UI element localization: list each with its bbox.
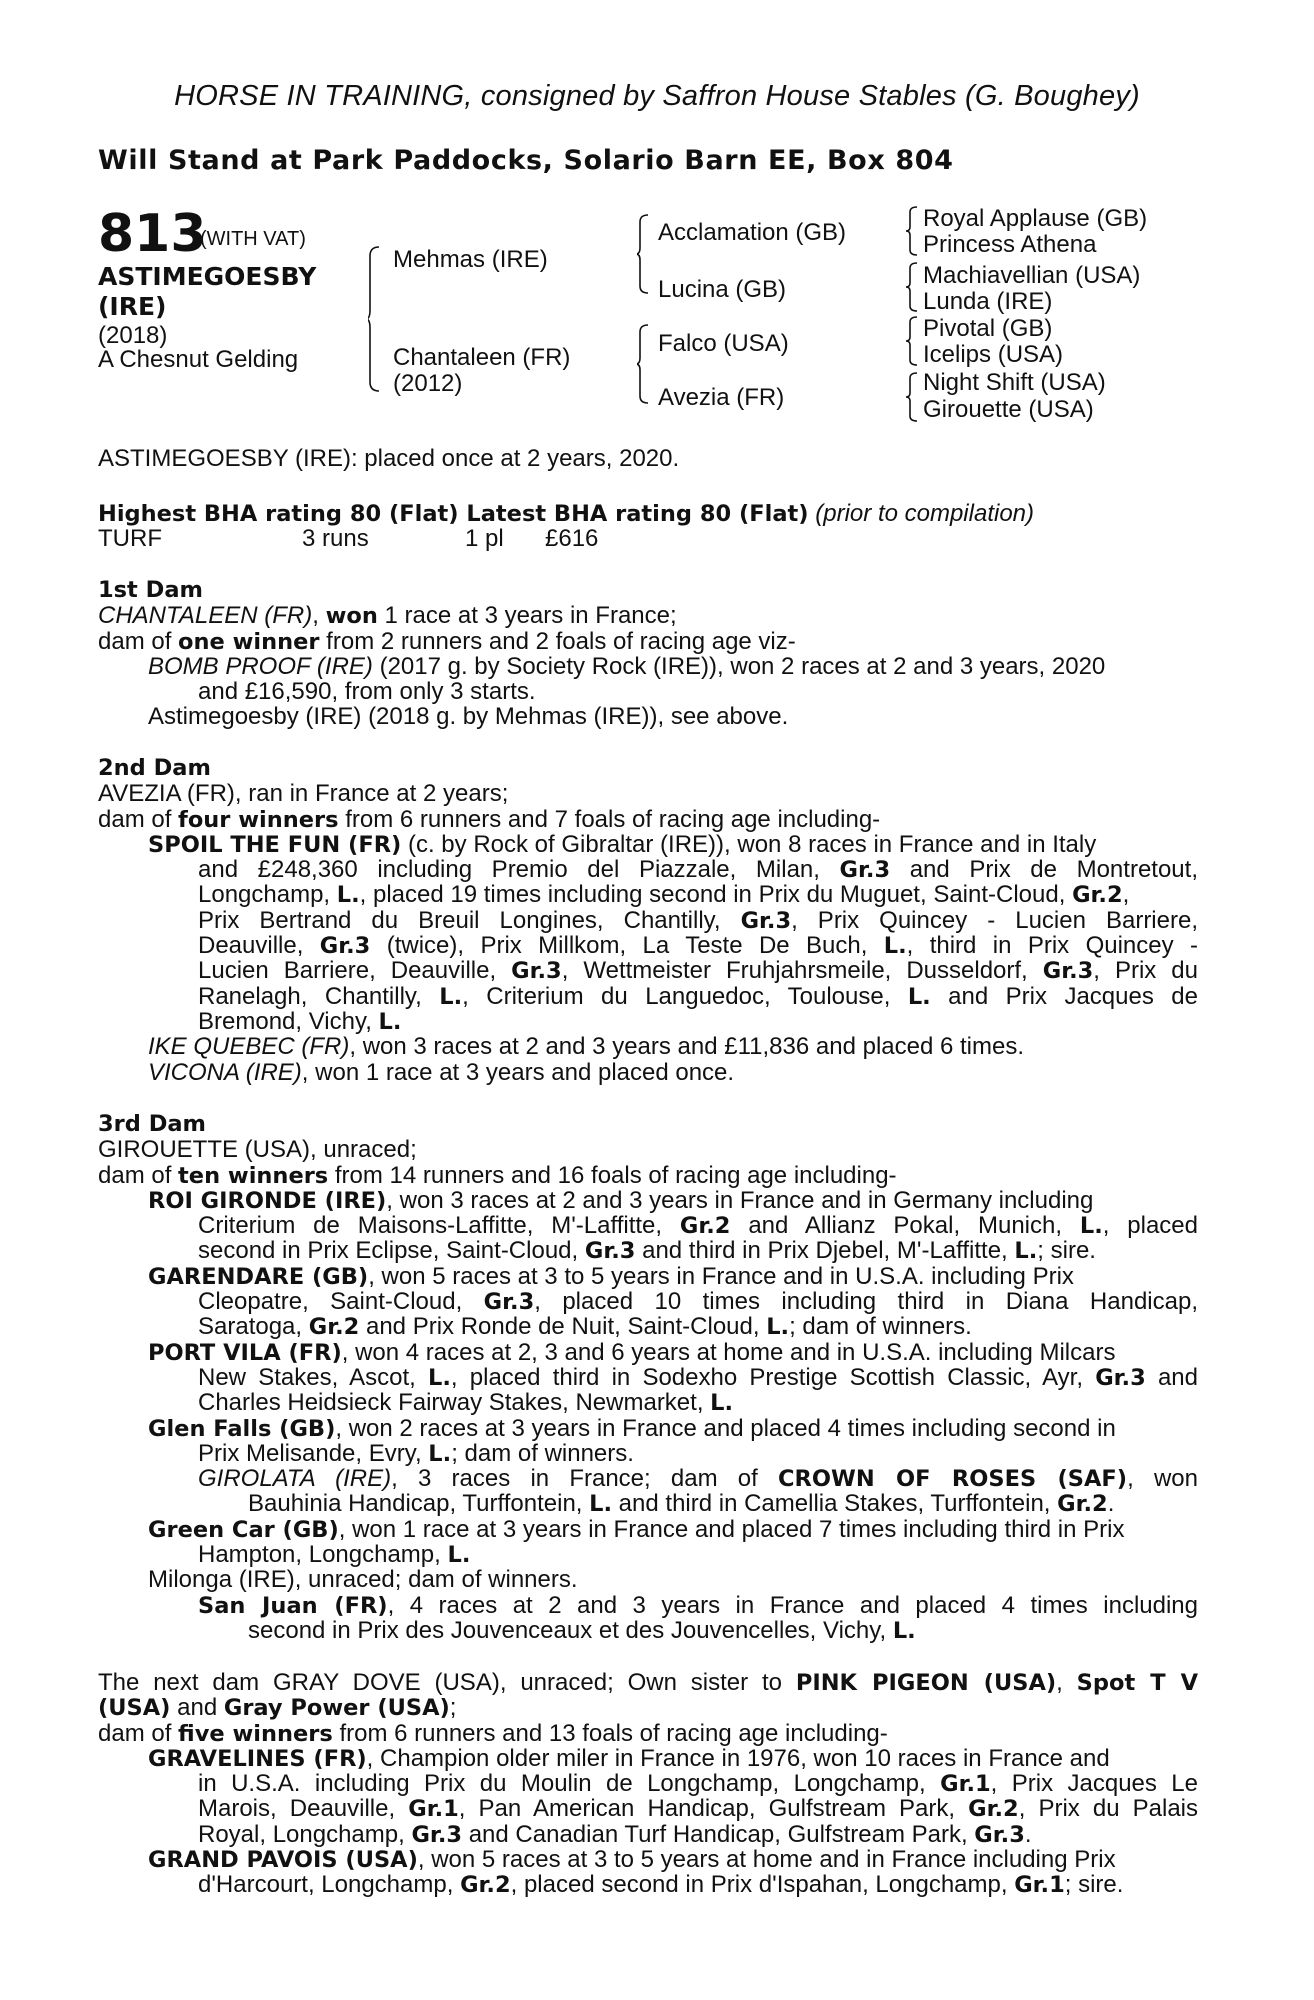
next-dam-line	[98, 1796, 1198, 1821]
third-dam-line	[98, 1314, 1198, 1339]
grade: Gr.3	[839, 857, 891, 884]
second-dam-line	[98, 933, 1198, 958]
listed: L.	[907, 983, 931, 1010]
text: and Prix Ronde de Nuit, Saint-Cloud,	[359, 1313, 767, 1341]
offspring-name: VICONA (IRE)	[148, 1058, 302, 1086]
second-dam-line	[98, 1034, 1198, 1059]
text: .	[1024, 1820, 1032, 1848]
text: and	[170, 1694, 224, 1722]
text: ; sire.	[1064, 1871, 1124, 1899]
next-dam-section	[98, 1670, 1198, 1898]
third-dam-section	[98, 1112, 1198, 1643]
text: and Allianz Pokal, Munich,	[730, 1212, 1080, 1240]
listed: L.	[336, 882, 360, 909]
dam-parents-brace	[637, 324, 647, 404]
text: , Pan American Handicap, Gulfstream Park,	[458, 1795, 969, 1823]
text: and Canadian Turf Handicap, Gulfstream Park,	[462, 1820, 975, 1848]
listed: L.	[1079, 1213, 1103, 1240]
horse-description: A Chesnut Gelding	[98, 346, 299, 373]
second-dam-line	[98, 832, 1198, 857]
listed: L.	[710, 1390, 734, 1417]
text: and Prix Jacques de	[930, 982, 1198, 1010]
turf-placed: 1 pl	[465, 525, 504, 552]
second-dam-line	[98, 958, 1198, 983]
listed: L.	[766, 1314, 790, 1341]
dam-name-text: CHANTALEEN (FR)	[98, 602, 313, 630]
sire-name: Mehmas (IRE)	[393, 246, 548, 273]
text: .	[1107, 1490, 1115, 1518]
second-dam-line	[98, 857, 1198, 882]
grade: Gr.1	[408, 1796, 459, 1823]
listed: L.	[439, 983, 463, 1010]
text: ; dam of winners.	[789, 1313, 972, 1341]
text: d'Harcourt, Longchamp,	[198, 1871, 461, 1899]
grade: Gr.1	[1014, 1872, 1065, 1899]
third-dam-line	[98, 1517, 1198, 1542]
horse-name-line2: (IRE)	[98, 292, 167, 321]
third-dam-line	[98, 1238, 1198, 1263]
text: and third in Camellia Stakes, Turffontein,	[612, 1490, 1058, 1518]
lot-number: 813	[98, 204, 207, 264]
first-dam-line	[98, 603, 1198, 628]
text: , won 1 race at 3 years in France and placed 7 times including third in Prix	[338, 1515, 1125, 1543]
ratings-note: (prior to compilation)	[815, 500, 1035, 527]
text: dam of	[98, 627, 179, 655]
dam-name: Chantaleen (FR)	[393, 344, 571, 371]
sire-dam: Lucina (GB)	[658, 276, 787, 303]
listed: L.	[1014, 1238, 1038, 1265]
dam-year: (2012)	[393, 370, 463, 397]
text: Prix Melisande, Evry,	[198, 1439, 429, 1467]
winners-count: four winners	[178, 806, 339, 833]
text: dam of	[98, 1719, 179, 1747]
text: from 2 runners and 2 foals of racing age viz-	[319, 627, 796, 655]
text: New Stakes, Ascot,	[198, 1363, 429, 1391]
text: 1 race at 3 years in France;	[377, 602, 677, 630]
ggdam-3: Icelips (USA)	[923, 341, 1064, 368]
text: , 4 races at 2 and 3 years in France and placed 4 times including	[387, 1591, 1198, 1619]
listed: L.	[883, 933, 907, 960]
text: , Prix Jacques Le	[990, 1770, 1198, 1798]
text: , won 5 races at 3 to 5 years in France and in U.S.A. including Prix	[368, 1262, 1074, 1290]
second-dam-section	[98, 756, 1198, 1085]
dam-dam: Avezia (FR)	[658, 384, 785, 411]
text: and £248,360 including Premio del Piazzale, Milan,	[198, 856, 840, 884]
turf-runs: 3 runs	[302, 525, 369, 552]
grade: Gr.3	[511, 958, 562, 985]
text: , won 2 races at 3 years in France and placed 4 times including second in	[335, 1414, 1116, 1442]
offspring-name: (USA)	[98, 1695, 171, 1722]
turf-surface: TURF	[98, 525, 162, 552]
offspring-name: GARENDARE (GB)	[148, 1263, 369, 1290]
horse-name	[98, 262, 338, 322]
text: Deauville,	[198, 932, 320, 960]
offspring-name: Gray Power (USA)	[223, 1695, 450, 1722]
listed: L.	[428, 1440, 452, 1467]
text: (c. by Rock of Gibraltar (IRE)), won 8 races in France and in Italy	[401, 830, 1097, 858]
grade: Gr.3	[974, 1821, 1025, 1848]
text: and Prix de Montretout,	[890, 856, 1198, 884]
text: , Prix du Palais	[1018, 1795, 1199, 1823]
text: , placed	[1102, 1212, 1198, 1240]
grade: Gr.3	[483, 1289, 535, 1316]
text: and	[1145, 1363, 1199, 1391]
third-dam-line	[98, 1593, 1198, 1618]
next-dam-line	[98, 1771, 1198, 1796]
grade: Gr.3	[1042, 958, 1094, 985]
third-dam-line	[98, 1163, 1198, 1188]
text: from 6 runners and 7 foals of racing age including-	[338, 805, 881, 833]
grade: Gr.2	[1072, 882, 1123, 909]
text: , won 4 races at 2, 3 and 6 years at home and in U.S.A. including Milcars	[341, 1338, 1116, 1366]
text: , won 5 races at 3 to 5 years at home and in France including Prix	[417, 1846, 1116, 1874]
ggdam-4: Girouette (USA)	[923, 396, 1094, 423]
text: , Champion older miler in France in 1976, won 10 races in France and	[366, 1744, 1110, 1772]
text: , placed 10 times including third in Diana Handicap,	[534, 1288, 1198, 1316]
text: in U.S.A. including Prix du Moulin de Longchamp, Longchamp,	[198, 1770, 941, 1798]
next-dam-line	[98, 1721, 1198, 1746]
first-dam-line: Astimegoesby (IRE) (2018 g. by Mehmas (IRE)), see above.	[148, 703, 789, 731]
text: , won 3 races at 2 and 3 years and £11,836 and placed 6 times.	[349, 1033, 1025, 1061]
third-dam-line	[98, 1188, 1198, 1213]
text: , Criterium du Languedoc, Toulouse,	[462, 982, 908, 1010]
text: ; dam of winners.	[451, 1439, 634, 1467]
ggsire-4: Night Shift (USA)	[923, 369, 1106, 396]
offspring-name: Spot T V	[1076, 1670, 1198, 1696]
next-dam-line	[98, 1822, 1198, 1847]
text: Lucien Barriere, Deauville,	[198, 957, 512, 985]
winners-count: five winners	[178, 1720, 333, 1747]
offspring-name: GRAND PAVOIS (USA)	[148, 1847, 418, 1874]
offspring-name: Green Car (GB)	[148, 1516, 339, 1543]
text: , Prix du	[1093, 957, 1198, 985]
third-dam-line	[98, 1365, 1198, 1390]
third-dam-line	[98, 1340, 1198, 1365]
next-dam-line	[98, 1847, 1198, 1872]
listed: L.	[892, 1617, 916, 1644]
first-dam-heading: 1st Dam	[98, 577, 203, 603]
offspring-name: GIROLATA (IRE)	[198, 1465, 392, 1493]
ratings-line	[98, 500, 1034, 528]
next-dam-line	[98, 1695, 1198, 1720]
second-dam-line	[98, 807, 1198, 832]
ggdam-2: Lunda (IRE)	[923, 288, 1053, 315]
text: and third in Prix Djebel, M'-Laffitte,	[635, 1237, 1015, 1265]
sire-parents-brace	[637, 214, 647, 294]
grade: Gr.2	[968, 1796, 1019, 1823]
grade: Gr.3	[1095, 1364, 1146, 1391]
third-dam-line	[98, 1466, 1198, 1491]
grade: Gr.2	[308, 1314, 360, 1341]
ggsire-3: Pivotal (GB)	[923, 315, 1053, 342]
text: ;	[449, 1694, 457, 1722]
offspring-name: BOMB PROOF (IRE)	[148, 652, 373, 680]
text: , won	[1127, 1465, 1198, 1493]
text: ,	[312, 602, 326, 630]
text: , third in Prix Quincey -	[906, 932, 1198, 960]
sire-sire: Acclamation (GB)	[658, 219, 847, 246]
grade: Gr.3	[319, 933, 371, 960]
listed: L.	[378, 1008, 402, 1035]
text: Prix Bertrand du Breuil Longines, Chantilly,	[198, 906, 741, 934]
race-summary: ASTIMEGOESBY (IRE): placed once at 2 years, 2020.	[98, 445, 680, 472]
grade: Gr.2	[1057, 1491, 1108, 1518]
text: Saratoga,	[198, 1313, 309, 1341]
listed: L.	[589, 1491, 613, 1518]
listed: L.	[447, 1542, 471, 1569]
offspring-name: IKE QUEBEC (FR)	[148, 1033, 350, 1061]
next-dam-line	[98, 1670, 1198, 1695]
text: , 3 races in France; dam of	[391, 1465, 779, 1493]
text: Criterium de Maisons-Laffitte, M'-Laffitte,	[198, 1212, 680, 1240]
first-dam-line: and £16,590, from only 3 starts.	[198, 678, 536, 706]
text: ; sire.	[1037, 1237, 1096, 1265]
g3-brace-1	[906, 206, 916, 256]
winners-count: one winner	[178, 628, 320, 655]
text: , placed third in Sodexho Prestige Scottish Classic, Ayr,	[450, 1363, 1096, 1391]
text: The next dam GRAY DOVE (USA), unraced; Own sister to	[98, 1669, 796, 1696]
g3-brace-3	[906, 316, 916, 366]
text: Longchamp,	[198, 881, 337, 909]
g3-brace-2	[906, 262, 916, 312]
text: Bauhinia Handicap, Turffontein,	[248, 1490, 590, 1518]
third-dam-line	[98, 1213, 1198, 1238]
grade: Gr.3	[740, 907, 792, 934]
stand-location: Will Stand at Park Paddocks, Solario Barn EE, Box 804	[98, 145, 954, 176]
listed: L.	[428, 1364, 451, 1391]
sire-brace	[368, 246, 378, 392]
offspring-name: Glen Falls (GB)	[148, 1415, 336, 1442]
second-dam-line	[98, 908, 1198, 933]
third-dam-line: GIROUETTE (USA), unraced;	[98, 1136, 417, 1164]
ggsire-1: Royal Applause (GB)	[923, 205, 1148, 232]
won-text: won	[325, 603, 378, 630]
second-dam-line: AVEZIA (FR), ran in France at 2 years;	[98, 780, 509, 808]
third-dam-line	[98, 1542, 1198, 1567]
next-dam-line	[98, 1872, 1198, 1897]
text: (twice), Prix Millkom, La Teste De Buch,	[370, 932, 884, 960]
third-dam-line	[98, 1441, 1198, 1466]
third-dam-line: Milonga (IRE), unraced; dam of winners.	[148, 1566, 578, 1594]
second-dam-line	[98, 882, 1198, 907]
text: (2017 g. by Society Rock (IRE)), won 2 races at 2 and 3 years, 2020	[372, 652, 1106, 680]
winners-count: ten winners	[178, 1162, 329, 1189]
offspring-name: San Juan (FR)	[198, 1592, 388, 1619]
offspring-name: CROWN OF ROSES (SAF)	[778, 1466, 1128, 1493]
third-dam-line	[98, 1390, 1198, 1415]
first-dam-section	[98, 578, 1198, 730]
text: , placed 19 times including second in Prix du Muguet, Saint-Cloud,	[359, 881, 1073, 909]
text: , won 3 races at 2 and 3 years in France and in Germany including	[386, 1186, 1094, 1214]
text: , Prix Quincey - Lucien Barriere,	[791, 906, 1198, 934]
horse-name-line1: ASTIMEGOESBY	[98, 262, 317, 291]
text: Cleopatre, Saint-Cloud,	[198, 1288, 484, 1316]
third-dam-heading: 3rd Dam	[98, 1111, 206, 1137]
text: Charles Heidsieck Fairway Stakes, Newmarket,	[198, 1389, 711, 1417]
text: dam of	[98, 805, 179, 833]
ggdam-1: Princess Athena	[923, 231, 1097, 258]
text: ,	[1056, 1669, 1077, 1696]
second-dam-line	[98, 984, 1198, 1009]
next-dam-line	[98, 1746, 1198, 1771]
text: Marois, Deauville,	[198, 1795, 409, 1823]
text: Royal, Longchamp,	[198, 1820, 412, 1848]
text: from 6 runners and 13 foals of racing age including-	[332, 1719, 888, 1747]
dam-sire: Falco (USA)	[658, 330, 789, 357]
grade: Gr.1	[940, 1771, 991, 1798]
text: Ranelagh, Chantilly,	[198, 982, 440, 1010]
third-dam-line	[98, 1491, 1198, 1516]
offspring-name: SPOIL THE FUN (FR)	[148, 831, 402, 858]
second-dam-line	[98, 1009, 1198, 1034]
text: Bremond, Vichy,	[198, 1007, 379, 1035]
text: , Wettmeister Fruhjahrsmeile, Dusseldorf,	[561, 957, 1043, 985]
offspring-name: PINK PIGEON (USA)	[795, 1670, 1057, 1696]
text: Hampton, Longchamp,	[198, 1541, 448, 1569]
text: second in Prix des Jouvenceaux et des Jouvencelles, Vichy,	[248, 1616, 893, 1644]
second-dam-heading: 2nd Dam	[98, 755, 211, 781]
text: second in Prix Eclipse, Saint-Cloud,	[198, 1237, 585, 1265]
offspring-name: GRAVELINES (FR)	[148, 1745, 367, 1772]
grade: Gr.3	[411, 1821, 463, 1848]
third-dam-line	[98, 1618, 1198, 1643]
text: , placed second in Prix d'Ispahan, Longchamp,	[510, 1871, 1015, 1899]
foaling-year: (2018)	[98, 322, 168, 349]
vat-note: (WITH VAT)	[200, 228, 306, 250]
text: ,	[1122, 881, 1130, 909]
grade: Gr.2	[679, 1213, 731, 1240]
grade: Gr.2	[460, 1872, 511, 1899]
first-dam-line	[98, 654, 1198, 679]
third-dam-line	[98, 1289, 1198, 1314]
second-dam-line	[98, 1060, 1198, 1085]
text: dam of	[98, 1161, 179, 1189]
third-dam-line	[98, 1264, 1198, 1289]
offspring-name: PORT VILA (FR)	[148, 1339, 342, 1366]
text: , won 1 race at 3 years and placed once.	[301, 1058, 735, 1086]
turf-earnings: £616	[545, 525, 599, 552]
grade: Gr.3	[584, 1238, 636, 1265]
ratings-bold: Highest BHA rating 80 (Flat) Latest BHA rating 80 (Flat)	[98, 501, 809, 527]
g3-brace-4	[906, 372, 916, 422]
page-header: HORSE IN TRAINING, consigned by Saffron House Stables (G. Boughey)	[174, 80, 1140, 112]
text: from 14 runners and 16 foals of racing age including-	[328, 1161, 897, 1189]
third-dam-line	[98, 1416, 1198, 1441]
offspring-name: ROI GIRONDE (IRE)	[148, 1187, 387, 1214]
ggsire-2: Machiavellian (USA)	[923, 262, 1141, 289]
first-dam-line	[98, 629, 1198, 654]
